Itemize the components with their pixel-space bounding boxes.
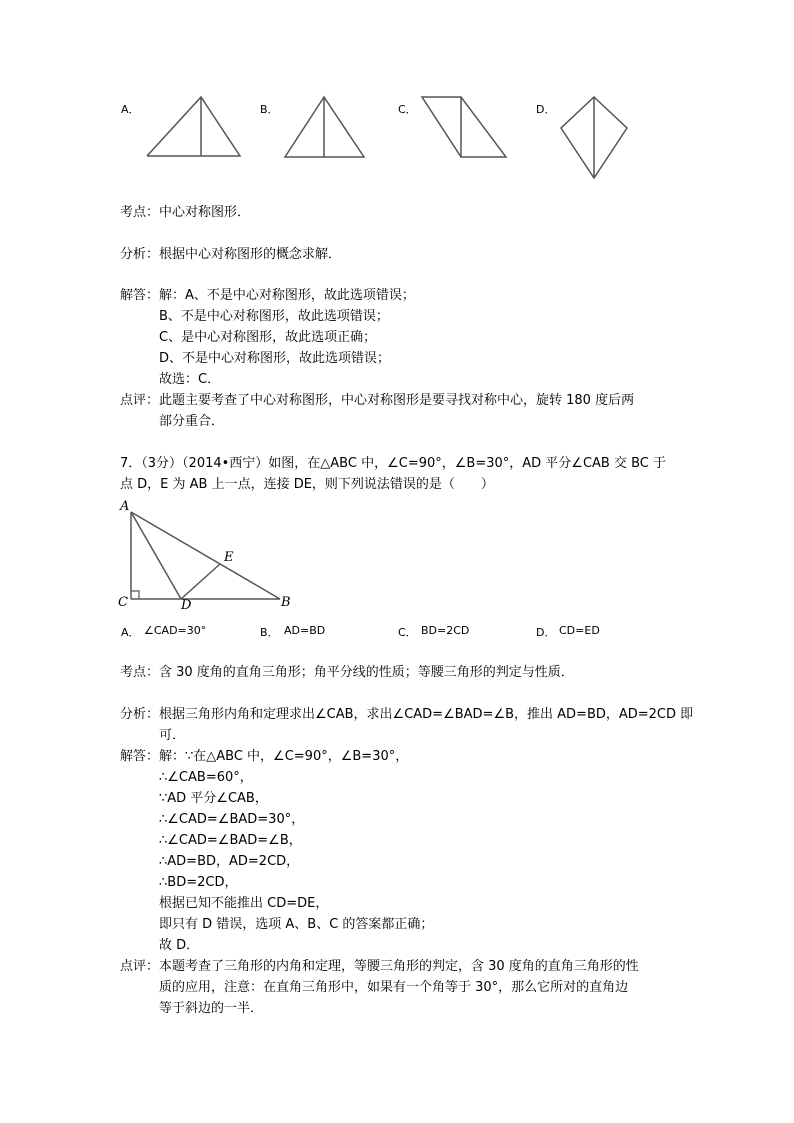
- jieda-line: C、是中心对称图形，故此选项正确；: [159, 330, 377, 345]
- option-c-letter: C．: [398, 103, 417, 116]
- kaodian-label: 考点：: [120, 205, 160, 220]
- option-a-letter: A．: [121, 103, 140, 116]
- jieda-line: ∴AD=BD，AD=2CD，: [159, 854, 300, 869]
- dianping-line: 质的应用，注意：在直角三角形中，如果有一个角等于 30°，那么它所对的直角边: [159, 980, 629, 995]
- jieda-line: 根据已知不能推出 CD=DE，: [159, 896, 329, 911]
- option-d-letter: D．: [536, 626, 556, 639]
- fenxi-line: 可．: [159, 728, 186, 743]
- jieda-line: 故选：C．: [159, 372, 221, 387]
- jieda-line: 解：A、不是中心对称图形，故此选项错误；: [159, 288, 415, 303]
- label-c: C: [118, 595, 128, 610]
- jieda-line: ∴BD=2CD，: [159, 875, 238, 890]
- dianping-line: 本题考查了三角形的内角和定理，等腰三角形的判定，含 30 度角的直角三角形的性: [159, 959, 639, 974]
- kaodian-label: 考点：: [120, 665, 160, 680]
- option-a-letter: A．: [121, 626, 140, 639]
- jieda-line: 故 D．: [159, 938, 200, 953]
- option-d-letter: D．: [536, 103, 556, 116]
- jieda-line: ∴∠CAB=60°，: [159, 770, 253, 785]
- jieda-line: ∵AD 平分∠CAB，: [159, 791, 268, 806]
- option-d-text: CD=ED: [559, 624, 600, 637]
- jieda-label: 解答：: [120, 749, 160, 764]
- fenxi-text: 根据中心对称图形的概念求解．: [159, 247, 342, 262]
- jieda-line: B、不是中心对称图形，故此选项错误；: [159, 309, 389, 324]
- option-b-letter: B．: [260, 103, 279, 116]
- label-d: D: [181, 598, 192, 613]
- jieda-line: 解：∵在△ABC 中，∠C=90°，∠B=30°，: [159, 749, 409, 764]
- fenxi-label: 分析：: [120, 707, 160, 722]
- dianping-label: 点评：: [120, 959, 160, 974]
- fenxi-label: 分析：: [120, 247, 160, 262]
- option-b-letter: B．: [260, 626, 279, 639]
- stem-line: 7．（3分）（2014•西宁）如图，在△ABC 中，∠C=90°，∠B=30°，AD 平分∠CAB 交 BC 于: [120, 456, 667, 471]
- dianping-line: 等于斜边的一半．: [159, 1001, 264, 1016]
- kaodian-text: 中心对称图形．: [159, 205, 251, 220]
- label-e: E: [224, 550, 234, 565]
- jieda-line: D、不是中心对称图形，故此选项错误；: [159, 351, 391, 366]
- jieda-line: 即只有 D 错误，选项 A、B、C 的答案都正确；: [159, 917, 434, 932]
- label-a: A: [120, 499, 130, 514]
- jieda-line: ∴∠CAD=∠BAD=∠B，: [159, 833, 302, 848]
- dianping-line: 此题主要考查了中心对称图形，中心对称图形是要寻找对称中心，旋转 180 度后两: [159, 393, 635, 408]
- right-angle-mark: [131, 591, 139, 599]
- dianping-label: 点评：: [120, 393, 160, 408]
- option-c-letter: C．: [398, 626, 417, 639]
- stem-line: 点 D，E 为 AB 上一点，连接 DE，则下列说法错误的是（ ）: [120, 477, 494, 492]
- kaodian-text: 含 30 度角的直角三角形；角平分线的性质；等腰三角形的判定与性质．: [159, 665, 574, 680]
- fenxi-line: 根据三角形内角和定理求出∠CAB，求出∠CAD=∠BAD=∠B，推出 AD=BD，AD=2CD 即: [159, 707, 694, 722]
- option-c-text: BD=2CD: [421, 624, 470, 637]
- segment-ab: [131, 512, 280, 599]
- label-b: B: [281, 595, 291, 610]
- dianping-line: 部分重合．: [159, 414, 225, 429]
- jieda-label: 解答：: [120, 288, 160, 303]
- option-a-text: ∠CAD=30°: [144, 624, 207, 637]
- option-b-text: AD=BD: [284, 624, 326, 637]
- segment-de: [181, 564, 220, 599]
- segment-ad: [131, 512, 181, 599]
- jieda-line: ∴∠CAD=∠BAD=30°，: [159, 812, 305, 827]
